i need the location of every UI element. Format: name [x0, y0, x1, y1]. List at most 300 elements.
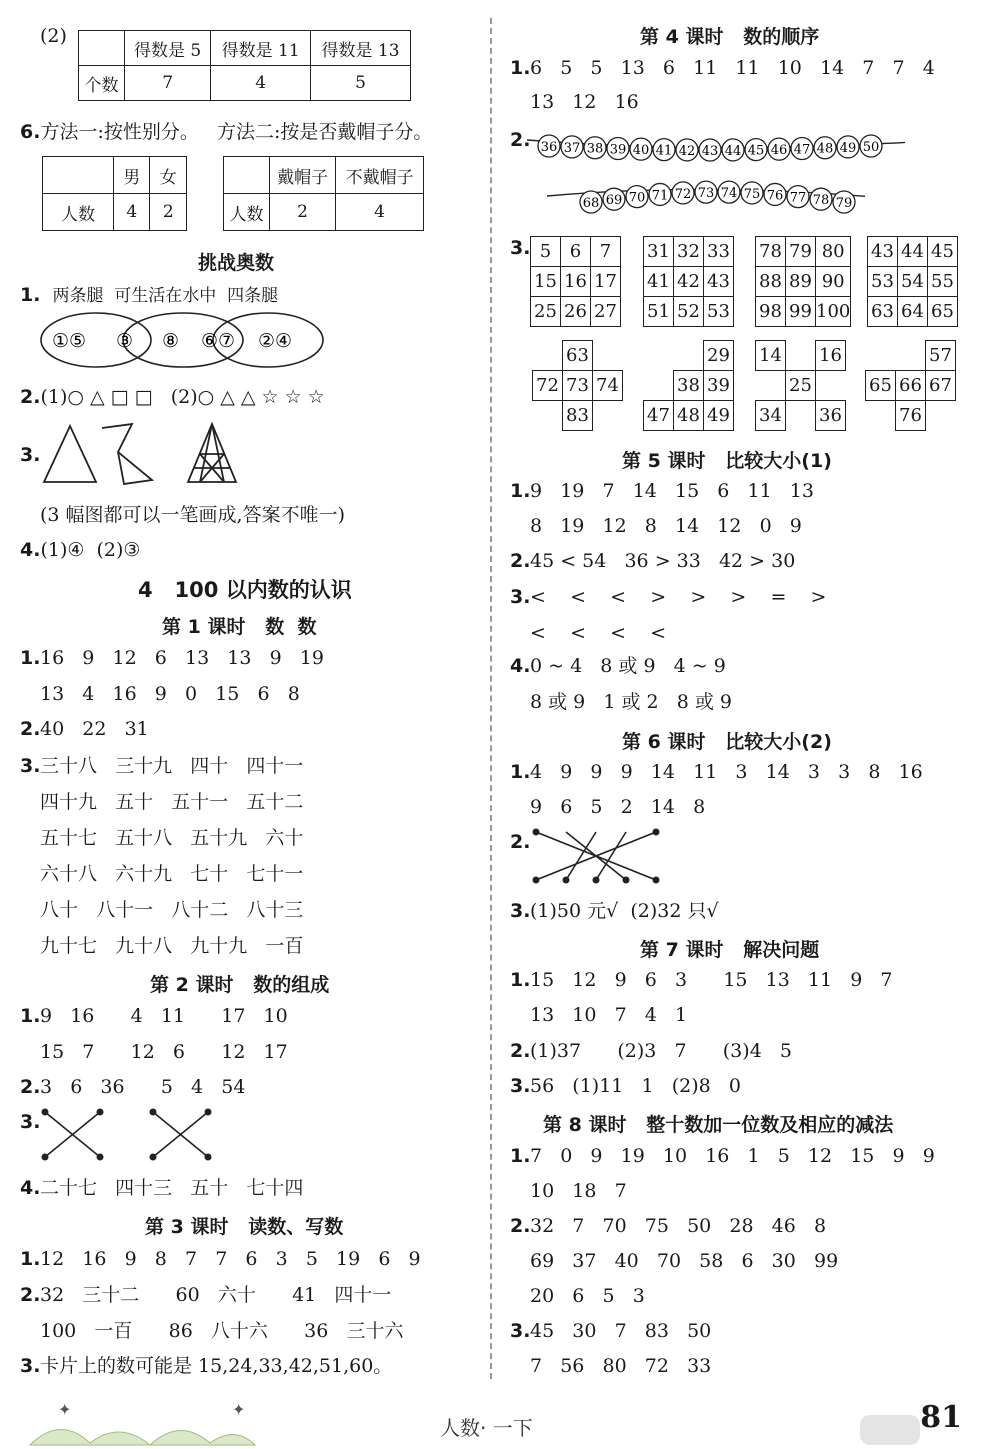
- grid-cell: 36: [816, 401, 846, 431]
- grid-cell: 99: [786, 297, 816, 327]
- bead-label: 39: [609, 142, 627, 158]
- number-grid: [530, 236, 621, 327]
- number-grid: [643, 340, 734, 431]
- bead: [837, 136, 859, 158]
- q6-text: 方法一:按性别分。 方法二:按是否戴帽子分。: [40, 121, 433, 143]
- grid-cell: 63: [868, 297, 898, 327]
- grid-cell: 79: [786, 237, 816, 267]
- answer-line: [510, 514, 802, 538]
- grid-cell: 33: [704, 237, 734, 267]
- bead-label: 46: [770, 143, 788, 159]
- bead-label: 47: [793, 142, 811, 158]
- grid-cell: 44: [898, 237, 928, 267]
- q-num: 1.: [20, 1005, 41, 1027]
- olympiad-q4: [20, 538, 140, 562]
- connect-lines: [40, 1107, 220, 1163]
- q-text: 9 16 4 11 17 10: [40, 1005, 288, 1027]
- q-text: 0 ~ 4 8 或 9 4 ~ 9: [530, 655, 726, 677]
- grid-cell: 98: [756, 297, 786, 327]
- answer-line: [510, 1074, 741, 1098]
- grid-cell: 29: [704, 341, 734, 371]
- q-text: 16 9 12 6 13 13 9 19: [40, 647, 324, 669]
- bead: [791, 137, 813, 159]
- q6-num: 6.: [20, 121, 41, 143]
- footer-title: 人数· 一下: [440, 1416, 533, 1440]
- lesson7-title: 第 7 课时 解决问题: [640, 939, 820, 961]
- venn-text: ②④: [258, 330, 293, 352]
- q-text: (1)37 (2)3 7 (3)4 5: [530, 1040, 792, 1062]
- q-text: 3 6 36 5 4 54: [40, 1076, 246, 1098]
- q-text: 32 三十二 60 六十 41 四十一: [40, 1284, 392, 1306]
- grid-cell: [644, 341, 674, 371]
- grid-cell: [786, 401, 816, 431]
- grid-cell: 34: [756, 401, 786, 431]
- lesson5-title: 第 5 课时 比较大小(1): [622, 450, 832, 472]
- q-text: 15 7 12 6 12 17: [40, 1041, 288, 1063]
- grid-cell: 100: [816, 297, 851, 327]
- table-cell: 人数: [43, 194, 114, 231]
- grid-cell: [926, 401, 956, 431]
- bead-label: 70: [628, 190, 646, 206]
- answer-line: [510, 690, 732, 714]
- bead-label: 48: [816, 141, 834, 157]
- grid-cell: 55: [928, 267, 958, 297]
- grid-cell: 88: [756, 267, 786, 297]
- table-cell: 戴帽子: [270, 157, 336, 194]
- grid-cell: 65: [866, 371, 896, 401]
- bead: [584, 137, 606, 159]
- grid-cell: [756, 371, 786, 401]
- table-cell: 男: [113, 157, 150, 194]
- grid-cell: 26: [561, 297, 591, 327]
- grid-cell: 43: [868, 237, 898, 267]
- grid-cell: 43: [704, 267, 734, 297]
- olympiad-q1: [20, 283, 278, 308]
- answer-line: [20, 1354, 392, 1378]
- bead: [860, 135, 882, 157]
- bead: [630, 138, 652, 160]
- table-cell: [43, 157, 114, 194]
- lesson4-title: 第 4 课时 数的顺序: [640, 26, 820, 48]
- q-num: 1.: [510, 1145, 531, 1167]
- bead: [676, 139, 698, 161]
- grid-cell: 63: [563, 341, 593, 371]
- q-num: 1.: [510, 969, 531, 991]
- grid-cell: 64: [898, 297, 928, 327]
- bead-label: 71: [651, 188, 669, 204]
- answer-line: [20, 1110, 40, 1134]
- grid-cell: 72: [533, 371, 563, 401]
- q-num: 1.: [510, 480, 531, 502]
- bead: [695, 181, 717, 203]
- q-text: 9 6 5 2 14 8: [530, 796, 706, 818]
- table-cell: 个数: [79, 66, 125, 101]
- q-num: 1.: [20, 647, 41, 669]
- bead-label: 69: [605, 193, 623, 209]
- answer-line: [510, 795, 705, 819]
- bead: [672, 182, 694, 204]
- q-text: 32 7 70 75 50 28 46 8: [530, 1215, 827, 1237]
- grid-cell: 5: [531, 237, 561, 267]
- svg-text:✦: ✦: [58, 1400, 72, 1419]
- number-grid: [755, 340, 846, 431]
- answer-line: [20, 898, 303, 922]
- number-grid: [867, 236, 958, 327]
- table-cell: 7: [125, 66, 211, 101]
- olympiad-q3: [20, 443, 40, 467]
- olympiad-title: 挑战奥数: [198, 252, 275, 274]
- grid-cell: 53: [868, 267, 898, 297]
- bead: [764, 183, 786, 205]
- grid-cell: 16: [561, 267, 591, 297]
- number-grid: [532, 340, 623, 431]
- grid-cell: 42: [674, 267, 704, 297]
- grid-cell: 31: [644, 237, 674, 267]
- table-cell: 得数是 5: [125, 31, 211, 66]
- bead: [607, 137, 629, 159]
- venn-text: ①⑤: [52, 330, 87, 352]
- table-cell: 2: [270, 194, 336, 231]
- grid-cell: 25: [786, 371, 816, 401]
- answer-line: [20, 682, 300, 706]
- q-num: 4.: [20, 539, 41, 561]
- bead-label: 72: [674, 186, 692, 202]
- q-num: 2.: [510, 831, 531, 853]
- bead-label: 50: [862, 140, 880, 155]
- grid-cell: 15: [531, 267, 561, 297]
- lesson4-q3: [510, 236, 530, 260]
- answer-line: [510, 585, 826, 609]
- bead-label: 42: [678, 143, 696, 159]
- bead: [768, 138, 790, 160]
- bead-label: 79: [835, 196, 853, 211]
- q-num: 1.: [510, 761, 531, 783]
- q-text: < < < <: [530, 622, 667, 644]
- grid-cell: [786, 341, 816, 371]
- bead: [814, 137, 836, 159]
- table-cell: [224, 157, 270, 194]
- answer-line: [510, 760, 923, 784]
- number-grid: [755, 236, 851, 327]
- grid-cell: 38: [674, 371, 704, 401]
- bead: [741, 182, 763, 204]
- q-num: 3.: [20, 444, 41, 466]
- q-text: 12 16 9 8 7 7 6 3 5 19 6 9: [40, 1248, 421, 1270]
- venn-text: ⑧: [162, 330, 180, 352]
- q-num: 4.: [510, 655, 531, 677]
- q-num: 2.: [510, 550, 531, 572]
- svg-text:✦: ✦: [232, 1400, 246, 1419]
- grid-cell: 90: [816, 267, 851, 297]
- q-num: 2.: [20, 1284, 41, 1306]
- q-num: 3.: [510, 1075, 531, 1097]
- q-num: 2.: [510, 1215, 531, 1237]
- q-text: 56 (1)11 1 (2)8 0: [530, 1075, 741, 1097]
- bead-string-top: [525, 128, 905, 168]
- table-cell: 得数是 13: [311, 31, 411, 66]
- answer-line: [510, 1319, 711, 1343]
- page-number: 81: [920, 1400, 962, 1435]
- answer-line: [20, 1075, 245, 1099]
- q-text: 45 < 54 36 > 33 42 > 30: [530, 550, 796, 572]
- bead: [787, 186, 809, 208]
- table-cell: 不戴帽子: [336, 157, 424, 194]
- q-num: 3.: [20, 755, 41, 777]
- answer-line: [510, 899, 719, 923]
- answer-line: [20, 1319, 403, 1343]
- answer-line: [510, 549, 795, 573]
- bead-label: 49: [839, 140, 857, 156]
- grid-cell: [533, 341, 563, 371]
- venn-labels: 两条腿 可生活在水中 四条腿: [52, 286, 279, 306]
- number-grid: [865, 340, 956, 431]
- q-text: (1)50 元√ (2)32 只√: [530, 900, 719, 922]
- q-text: 40 22 31: [40, 718, 149, 740]
- table-cell: 得数是 11: [211, 31, 311, 66]
- answer-line: [510, 1179, 627, 1203]
- bead-label: 36: [540, 140, 558, 155]
- answer-line: [510, 1003, 687, 1027]
- grid-cell: 76: [896, 401, 926, 431]
- table-cell: 4: [211, 66, 311, 101]
- bead-label: 43: [701, 144, 719, 159]
- olympiad-q3-note: (3 幅图都可以一笔画成,答案不唯一): [40, 504, 345, 526]
- q-num: 3.: [510, 900, 531, 922]
- grid-cell: 27: [591, 297, 621, 327]
- q-text: (1)④ (2)③: [40, 539, 141, 561]
- answer-line: [510, 1214, 826, 1238]
- grid-cell: 53: [704, 297, 734, 327]
- bead-label: 74: [720, 186, 738, 202]
- grid-cell: [644, 371, 674, 401]
- q-text: 100 一百 86 八十六 36 三十六: [40, 1320, 404, 1342]
- grid-cell: 80: [816, 237, 851, 267]
- grid-cell: [593, 401, 623, 431]
- number-grid: [643, 236, 734, 327]
- answer-line: [510, 1354, 711, 1378]
- q-text: 4 9 9 9 14 11 3 14 3 3 8 16: [530, 761, 923, 783]
- bead: [810, 188, 832, 210]
- grid-cell: [896, 341, 926, 371]
- grid-cell: [816, 371, 846, 401]
- one-stroke-figures: [40, 418, 265, 490]
- q-num: 1.: [510, 57, 531, 79]
- q-text: < < < > > > = >: [530, 586, 827, 608]
- bead: [745, 139, 767, 161]
- q-text: 7 0 9 19 10 16 1 5 12 15 9 9: [530, 1145, 935, 1167]
- column-divider: [490, 18, 492, 1379]
- q-num: 3.: [20, 1355, 41, 1377]
- answer-line: [510, 56, 935, 80]
- q-text: 二十七 四十三 五十 七十四: [40, 1177, 304, 1199]
- table-cell: 4: [113, 194, 150, 231]
- q-text: 7 56 80 72 33: [530, 1355, 712, 1377]
- grid-cell: 14: [756, 341, 786, 371]
- venn-text: ⑥⑦: [201, 330, 236, 352]
- q-text: 三十八 三十九 四十 四十一: [40, 755, 304, 777]
- lesson1-title: 第 1 课时 数 数: [162, 616, 317, 638]
- q-num: 3.: [20, 1111, 41, 1133]
- bead: [718, 181, 740, 203]
- q-text: 13 4 16 9 0 15 6 8: [40, 683, 300, 705]
- answer-line: [510, 654, 726, 678]
- answer-line: [510, 90, 639, 114]
- bead-label: 44: [724, 143, 742, 159]
- bead-label: 76: [766, 188, 784, 204]
- table-cell: 4: [336, 194, 424, 231]
- lesson2-title: 第 2 课时 数的组成: [150, 974, 330, 996]
- table-cell: [79, 31, 125, 66]
- q-text: 四十九 五十 五十一 五十二: [40, 791, 304, 813]
- grid-cell: 51: [644, 297, 674, 327]
- bead: [626, 186, 648, 208]
- answer-line: [510, 1284, 645, 1308]
- q-num: 1.: [20, 284, 41, 306]
- unit-title: 4 100 以内数的认识: [138, 578, 352, 602]
- bead: [561, 136, 583, 158]
- q-text: 卡片上的数可能是 15,24,33,42,51,60。: [40, 1355, 393, 1377]
- bead: [653, 139, 675, 161]
- q-text: 8 或 9 1 或 2 8 或 9: [530, 691, 733, 713]
- answer-line: [20, 934, 303, 958]
- q-text: 13 12 16: [530, 91, 639, 113]
- answer-line: [510, 968, 893, 992]
- q-text: 9 19 7 14 15 6 11 13: [530, 480, 814, 502]
- venn-diagram: [38, 310, 328, 370]
- q-num: 1.: [20, 1248, 41, 1270]
- table-cell: 2: [150, 194, 187, 231]
- bead-label: 73: [697, 186, 715, 202]
- q-text: 45 30 7 83 50: [530, 1320, 712, 1342]
- q-text: 15 12 9 6 3 15 13 11 9 7: [530, 969, 893, 991]
- answer-line: [510, 1249, 838, 1273]
- bead-label: 37: [563, 140, 581, 156]
- q-text: 八十 八十一 八十二 八十三: [40, 899, 304, 921]
- hat-table: [223, 156, 424, 231]
- q-text: 五十七 五十八 五十九 六十: [40, 827, 304, 849]
- lesson6-title: 第 6 课时 比较大小(2): [622, 731, 832, 753]
- table-cell: 人数: [224, 194, 270, 231]
- answer-line: [20, 646, 324, 670]
- grid-cell: 83: [563, 401, 593, 431]
- q-num: 2.: [20, 718, 41, 740]
- grid-cell: 48: [674, 401, 704, 431]
- grid-cell: 49: [704, 401, 734, 431]
- grid-cell: [866, 401, 896, 431]
- answer-line: [510, 1144, 935, 1168]
- grid-cell: 7: [591, 237, 621, 267]
- score-table: [78, 30, 411, 101]
- grid-cell: 67: [926, 371, 956, 401]
- q-text: 九十七 九十八 九十九 一百: [40, 935, 304, 957]
- q-text: 8 19 12 8 14 12 0 9: [530, 515, 802, 537]
- bead-label: 38: [586, 141, 604, 157]
- q-num: 2.: [510, 129, 531, 151]
- bead: [538, 135, 560, 157]
- grid-cell: 25: [531, 297, 561, 327]
- q2-label: (2): [40, 25, 67, 47]
- bead-label: 40: [632, 143, 650, 159]
- q-text: 六十八 六十九 七十 七十一: [40, 863, 304, 885]
- answer-line: [510, 1039, 792, 1063]
- q-num: 2.: [510, 1040, 531, 1062]
- bead-label: 41: [655, 143, 673, 159]
- grid-cell: 45: [928, 237, 958, 267]
- grid-cell: 41: [644, 267, 674, 297]
- q-num: 2.: [20, 386, 41, 408]
- grid-cell: 6: [561, 237, 591, 267]
- table-cell: 5: [311, 66, 411, 101]
- answer-line: [20, 1040, 288, 1064]
- bead-label: 45: [747, 143, 765, 159]
- bead: [722, 139, 744, 161]
- bead: [603, 188, 625, 210]
- answer-line: [20, 1247, 421, 1271]
- answer-line: [20, 862, 303, 886]
- olympiad-q2: [20, 385, 325, 409]
- bead: [580, 191, 602, 213]
- bead: [833, 191, 855, 213]
- answer-line: [20, 1176, 303, 1200]
- bead-label: 68: [582, 196, 600, 211]
- q-text: 20 6 5 3: [530, 1285, 645, 1307]
- bead: [699, 139, 721, 161]
- q-text: 6 5 5 13 6 11 11 10 14 7 7 4: [530, 57, 935, 79]
- grid-cell: [674, 341, 704, 371]
- answer-line: [510, 830, 530, 854]
- grid-cell: 52: [674, 297, 704, 327]
- grid-cell: [593, 341, 623, 371]
- answer-line: [20, 1283, 391, 1307]
- bead-string-bottom: [545, 180, 865, 224]
- grid-cell: 54: [898, 267, 928, 297]
- grid-cell: 39: [704, 371, 734, 401]
- answer-line: [510, 621, 666, 645]
- q-num: 3.: [510, 237, 531, 259]
- answer-line: [20, 754, 303, 778]
- grid-cell: 74: [593, 371, 623, 401]
- grid-cell: 16: [816, 341, 846, 371]
- q-text: 13 10 7 4 1: [530, 1004, 688, 1026]
- answer-line: [20, 1004, 288, 1028]
- match-lines: [532, 828, 662, 886]
- venn-text: ③: [116, 330, 134, 352]
- bead-label: 75: [743, 186, 761, 202]
- grid-cell: 57: [926, 341, 956, 371]
- grid-cell: 66: [896, 371, 926, 401]
- bead-label: 77: [789, 190, 807, 206]
- q-text: 69 37 40 70 58 6 30 99: [530, 1250, 839, 1272]
- q-num: 3.: [510, 586, 531, 608]
- answer-line: [20, 790, 303, 814]
- answer-line: [20, 717, 149, 741]
- q-text: (1)○ △ □ □ (2)○ △ △ ☆ ☆ ☆: [40, 386, 325, 408]
- grid-cell: 89: [786, 267, 816, 297]
- bead-label: 78: [812, 193, 830, 209]
- grid-cell: 47: [644, 401, 674, 431]
- grid-cell: 65: [928, 297, 958, 327]
- q-num: 3.: [510, 1320, 531, 1342]
- bead: [649, 183, 671, 205]
- q6: [20, 120, 432, 144]
- grid-cell: [866, 341, 896, 371]
- grid-cell: 17: [591, 267, 621, 297]
- grid-cell: 73: [563, 371, 593, 401]
- q-num: 4.: [20, 1177, 41, 1199]
- lesson3-title: 第 3 课时 读数、写数: [145, 1216, 344, 1238]
- grid-cell: 78: [756, 237, 786, 267]
- q-num: 2.: [20, 1076, 41, 1098]
